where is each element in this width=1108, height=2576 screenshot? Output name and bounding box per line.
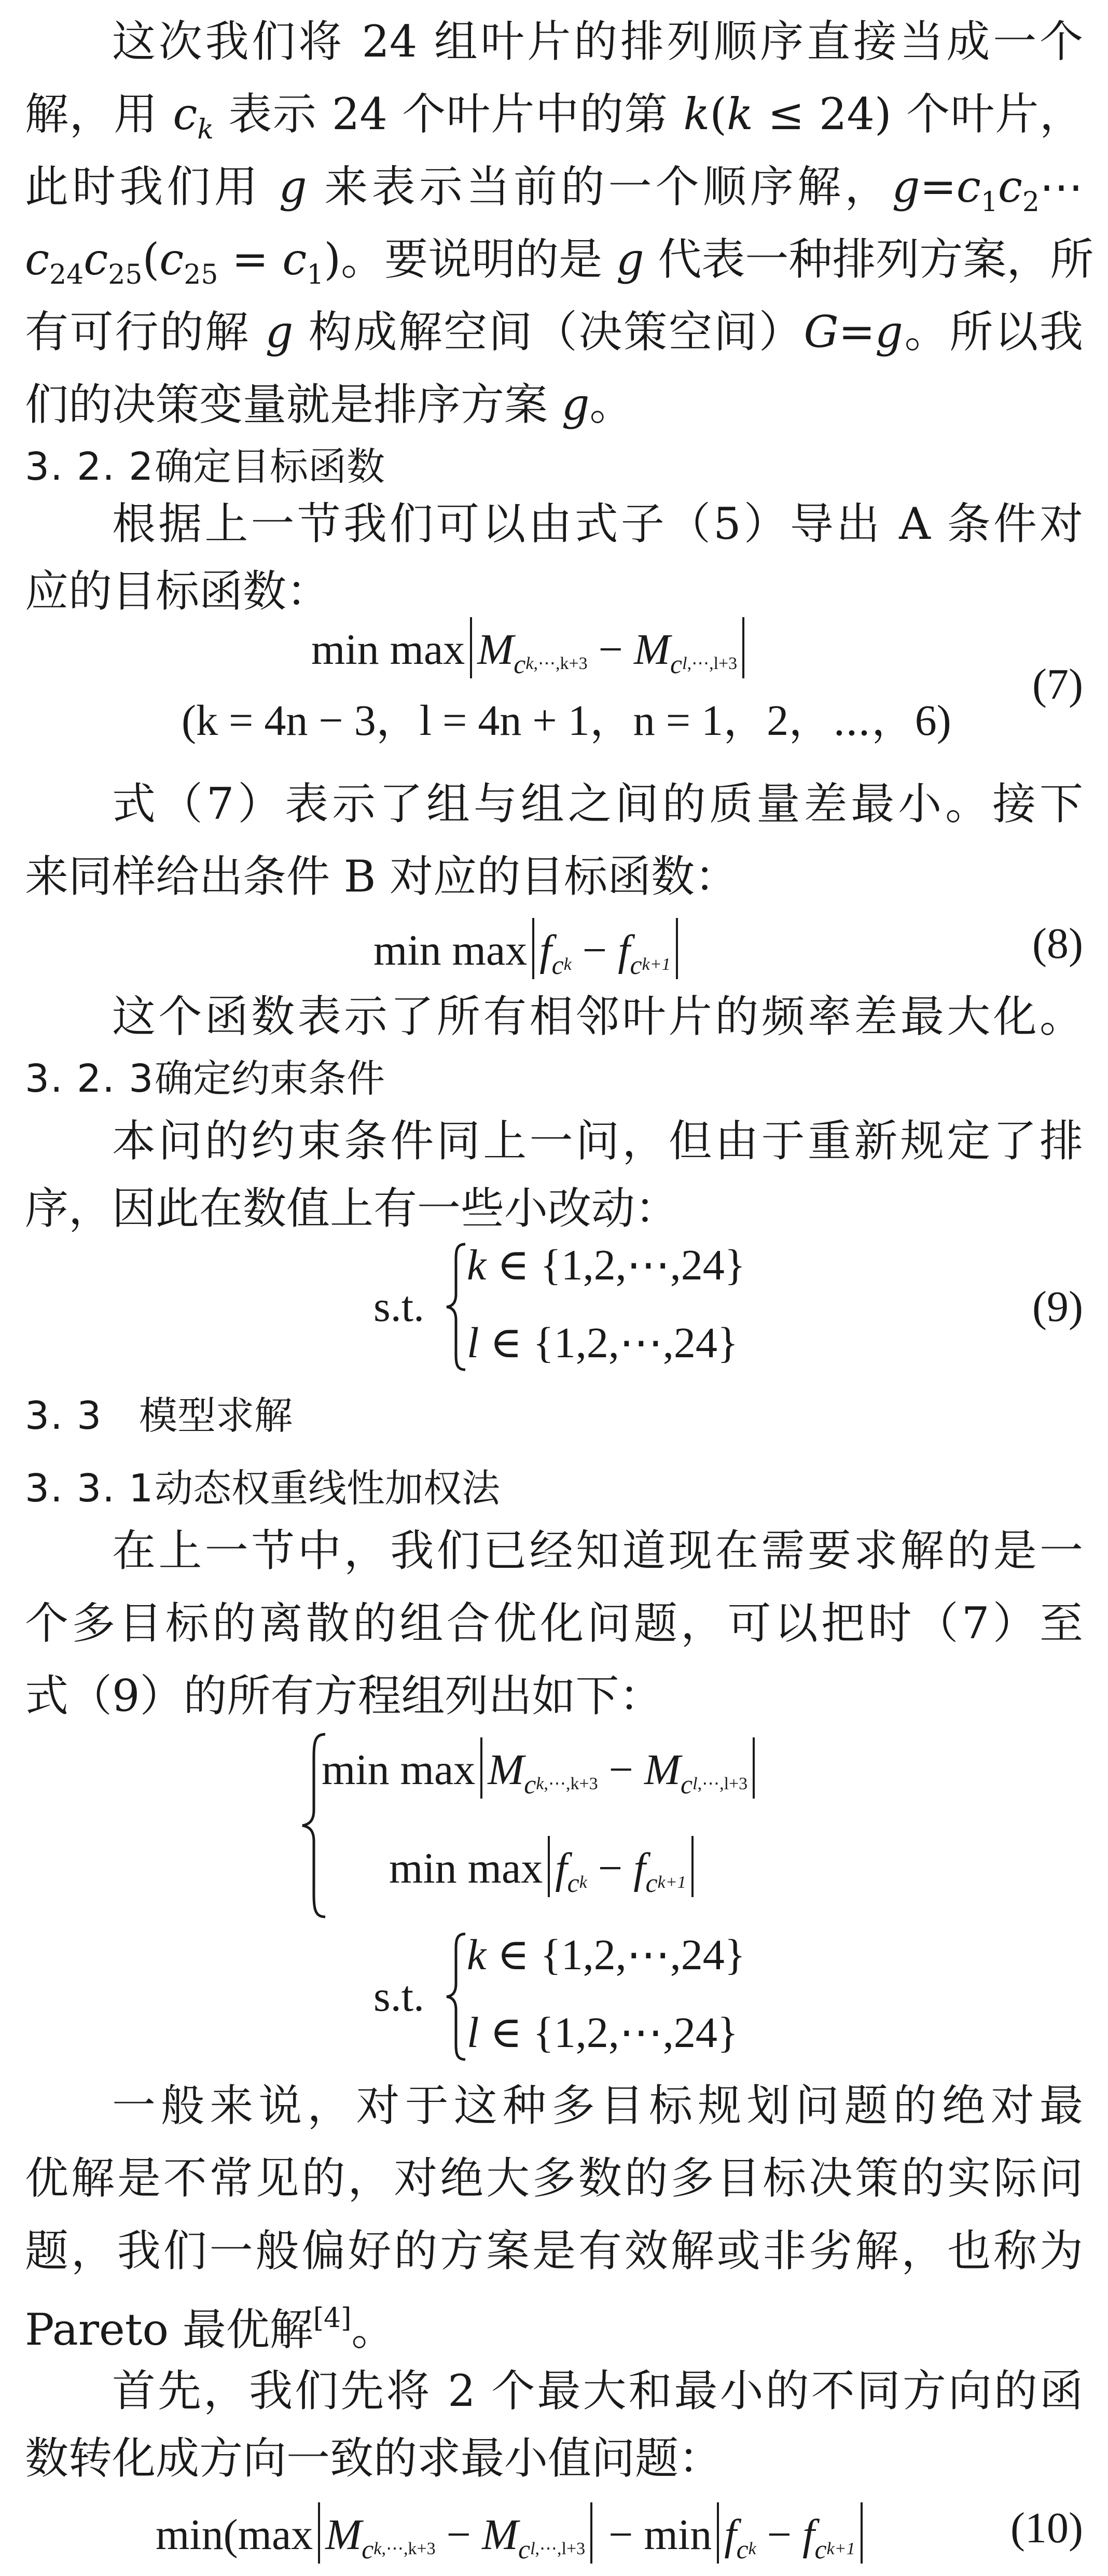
paragraph-5-line-1: 本问的约束条件同上一问，但由于重新规定了排 bbox=[112, 1116, 1083, 1166]
paragraph-1-line-3: 此时我们用 g 来表示当前的一个顺序解，$g=c_1c_2\cdots$ bbox=[25, 161, 1084, 218]
paragraph-6-line-3: 式（9）的所有方程组列出如下： bbox=[25, 1670, 663, 1721]
equation-8-number: (8) bbox=[1032, 920, 1083, 968]
equation-7-objective: $\min \max M_ck,\cdots,k+3$ − $M_cl,\cdots,l+3$ bbox=[311, 617, 750, 691]
paragraph-1-line-6: 们的决策变量就是排序方案 g。 bbox=[25, 379, 633, 430]
equation-7-number: (7) bbox=[1032, 660, 1083, 708]
paragraph-1-line-5: 有可行的解 g 构成解空间（决策空间）G=g。所以我 bbox=[25, 307, 1083, 357]
paragraph-7-line-2: 优解是不常见的，对绝大多数的多目标决策的实际问 bbox=[25, 2153, 1083, 2204]
equation-8-objective: $\min \max f_ck - f_ck+1$ bbox=[373, 918, 683, 992]
system-constraint-brace-icon bbox=[444, 1932, 469, 2062]
paragraph-8-line-1: 首先，我们先将 2 个最大和最小的不同方向的函 bbox=[112, 2365, 1083, 2416]
section-heading-3-3: 3. 3 模型求解 bbox=[25, 1394, 293, 1438]
paragraph-6-line-1: 在上一节中，我们已经知道现在需要求解的是一 bbox=[112, 1525, 1083, 1576]
paragraph-1-line-2: 解，用 $c_k$ 表示 24 个叶片中的第 k(k ≤ 24) 个叶片， bbox=[25, 89, 1083, 145]
system-constraint-row-1: k ∈ {1,2,⋯,24} bbox=[467, 1931, 746, 1979]
system-objective-1: $\min \max M_ck,\cdots,k+3$ − $M_cl,\cdots,l+3$ bbox=[322, 1737, 760, 1811]
section-heading-3-2-2: 3. 2. 2确定目标函数 bbox=[25, 444, 385, 489]
paragraph-6-line-2: 个多目标的离散的组合优化问题，可以把时（7）至 bbox=[25, 1598, 1083, 1649]
section-heading-3-2-3: 3. 2. 3确定约束条件 bbox=[25, 1056, 385, 1101]
section-heading-3-3-1: 3. 3. 1动态权重线性加权法 bbox=[25, 1466, 500, 1511]
paragraph-1-line-1: 这次我们将 24 组叶片的排列顺序直接当成一个 bbox=[112, 16, 1083, 67]
system-st: s.t. bbox=[373, 1972, 425, 2021]
left-brace-icon bbox=[444, 1242, 469, 1372]
paragraph-3-line-1: 式（7）表示了组与组之间的质量差最小。接下 bbox=[112, 778, 1083, 829]
equation-9-number: (9) bbox=[1032, 1283, 1083, 1331]
paragraph-8-line-2: 数转化成方向一致的求最小值问题： bbox=[25, 2433, 723, 2484]
equation-9-row-1: k ∈ {1,2,⋯,24} bbox=[467, 1241, 746, 1289]
equation-9-row-2: l ∈ {1,2,⋯,24} bbox=[467, 1319, 739, 1367]
equation-9-st: s.t. bbox=[373, 1283, 425, 1331]
paragraph-7-line-3: 题，我们一般偏好的方案是有效解或非劣解，也称为 bbox=[25, 2225, 1083, 2276]
paragraph-7-line-4: Pareto 最优解[4]。 bbox=[25, 2303, 395, 2355]
paragraph-7-line-1: 一般来说，对于这种多目标规划问题的绝对最 bbox=[112, 2080, 1083, 2131]
paragraph-5-line-2: 序，因此在数值上有一些小改动： bbox=[25, 1183, 679, 1234]
paragraph-2-line-1: 根据上一节我们可以由式子（5）导出 A 条件对 bbox=[112, 498, 1083, 549]
paragraph-4-line-1: 这个函数表示了所有相邻叶片的频率差最大化。 bbox=[112, 991, 1083, 1042]
system-constraint-row-2: l ∈ {1,2,⋯,24} bbox=[467, 2009, 739, 2057]
equation-10: min(max $M_ck,\cdots,k+3$ − $M_cl,\cdots,l+3 - \min f_ck - f_ck+1$ bbox=[156, 2502, 868, 2576]
equation-7-condition: (k = 4n − 3，l = 4n + 1，n = 1，2，⋯，6) bbox=[182, 697, 951, 745]
paragraph-3-line-2: 来同样给出条件 B 对应的目标函数： bbox=[25, 851, 739, 902]
paragraph-1-line-4: $c_{24}c_{25}(c_{25} = c_1)$。要说明的是 g 代表一种排列方案，所 bbox=[25, 234, 1094, 290]
system-objective-2: $\min \max f_ck - f_ck+1$ bbox=[389, 1836, 699, 1910]
paragraph-2-line-2: 应的目标函数： bbox=[25, 566, 330, 617]
citation-reference: [4] bbox=[313, 2303, 352, 2334]
equation-10-number: (10) bbox=[1010, 2504, 1083, 2552]
